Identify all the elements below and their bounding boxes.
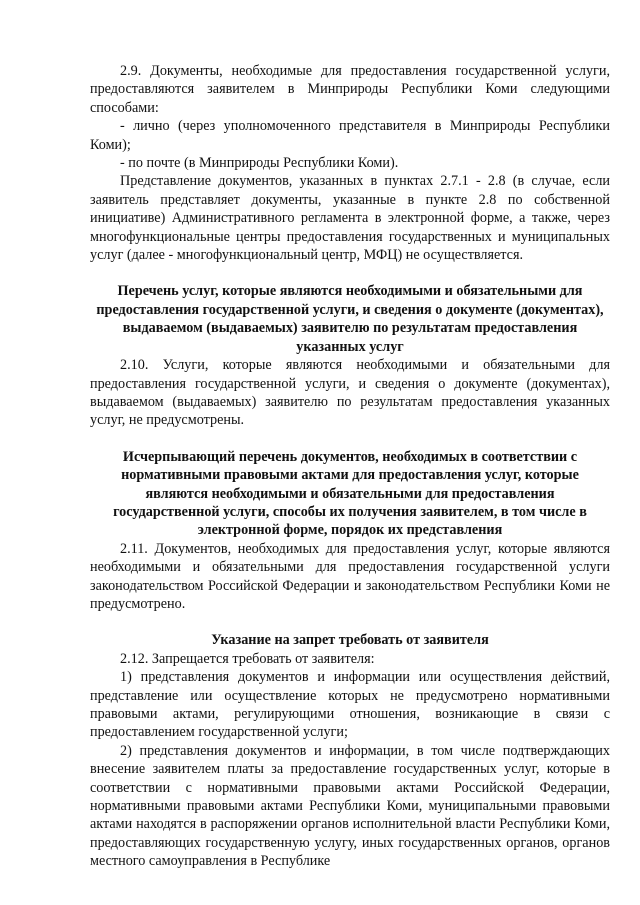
paragraph-electronic-submission: Представление документов, указанных в пунктах 2.7.1 - 2.8 (в случае, если заявитель представляет документы, указанные в пункте 2.8 по собственной инициативе) Административного регламента в электронной форме, а также, через многофункциональные центры предоставления государственных и муниципальных услуг (далее - многофункциональный центр, МФЦ) не осуществляется. — [90, 173, 610, 264]
section-heading-document-list: Исчерпывающий перечень документов, необходимых в соответствии с нормативными правовыми актами для предоставления услуг, которые являются необходимыми и обязательными для предоставления государственной услуги, способы их получения заявителем, в том числе в электронной форме, порядок их представления — [113, 448, 587, 539]
list-item-in-person: - лично (через уполномоченного представителя в Минприроды Республики Коми); — [90, 118, 610, 153]
section-heading-prohibition: Указание на запрет требовать от заявителя — [211, 632, 489, 649]
paragraph-2-12: 2.12. Запрещается требовать от заявителя: — [120, 650, 375, 667]
document-page — [90, 62, 610, 871]
list-item-by-mail: - по почте (в Минприроды Республики Коми). — [120, 155, 399, 172]
paragraph-2-11: 2.11. Документов, необходимых для предоставления услуг, которые являются необходимыми и обязательными для предоставления государственной услуги законодательством Российской Федерации и законодательством Республики Коми не предусмотрено. — [90, 540, 610, 612]
paragraph-2-12-item-1: 1) представления документов и информации или осуществления действий, представление или осуществление которых не предусмотрено нормативными правовыми актами, регулирующими отношения, возникающие в связи с предоставлением государственной услуги; — [90, 669, 610, 741]
section-heading-required-services: Перечень услуг, которые являются необходимыми и обязательными для предоставления государственной услуги, и сведения о документе (документах), выдаваемом (выдаваемых) заявителю по результатам предоставления указанных услуг — [96, 283, 604, 355]
paragraph-2-10: 2.10. Услуги, которые являются необходимыми и обязательными для предоставления государственной услуги, и сведения о документе (документах), выдаваемом (выдаваемых) заявителю по результатам предоставления указанных услуг, не предусмотрены. — [90, 357, 610, 429]
paragraph-2-9: 2.9. Документы, необходимые для предоставления государственной услуги, предоставляются заявителем в Минприроды Республики Коми следующими способами: — [90, 63, 610, 116]
spacer — [90, 613, 610, 631]
spacer — [90, 430, 610, 448]
paragraph-2-12-item-2: 2) представления документов и информации, в том числе подтверждающих внесение заявителем платы за предоставление государственных услуг, которые в соответствии с нормативными правовыми актами Российской Федерации, нормативными правовыми актами Республики Коми, муниципальными правовыми актами находятся в распоряжении органов исполнительной власти Республики Коми, предоставляющих государственную услугу, иных государственных органов, органов местного самоуправления в Республике — [90, 742, 610, 870]
spacer — [90, 264, 610, 282]
